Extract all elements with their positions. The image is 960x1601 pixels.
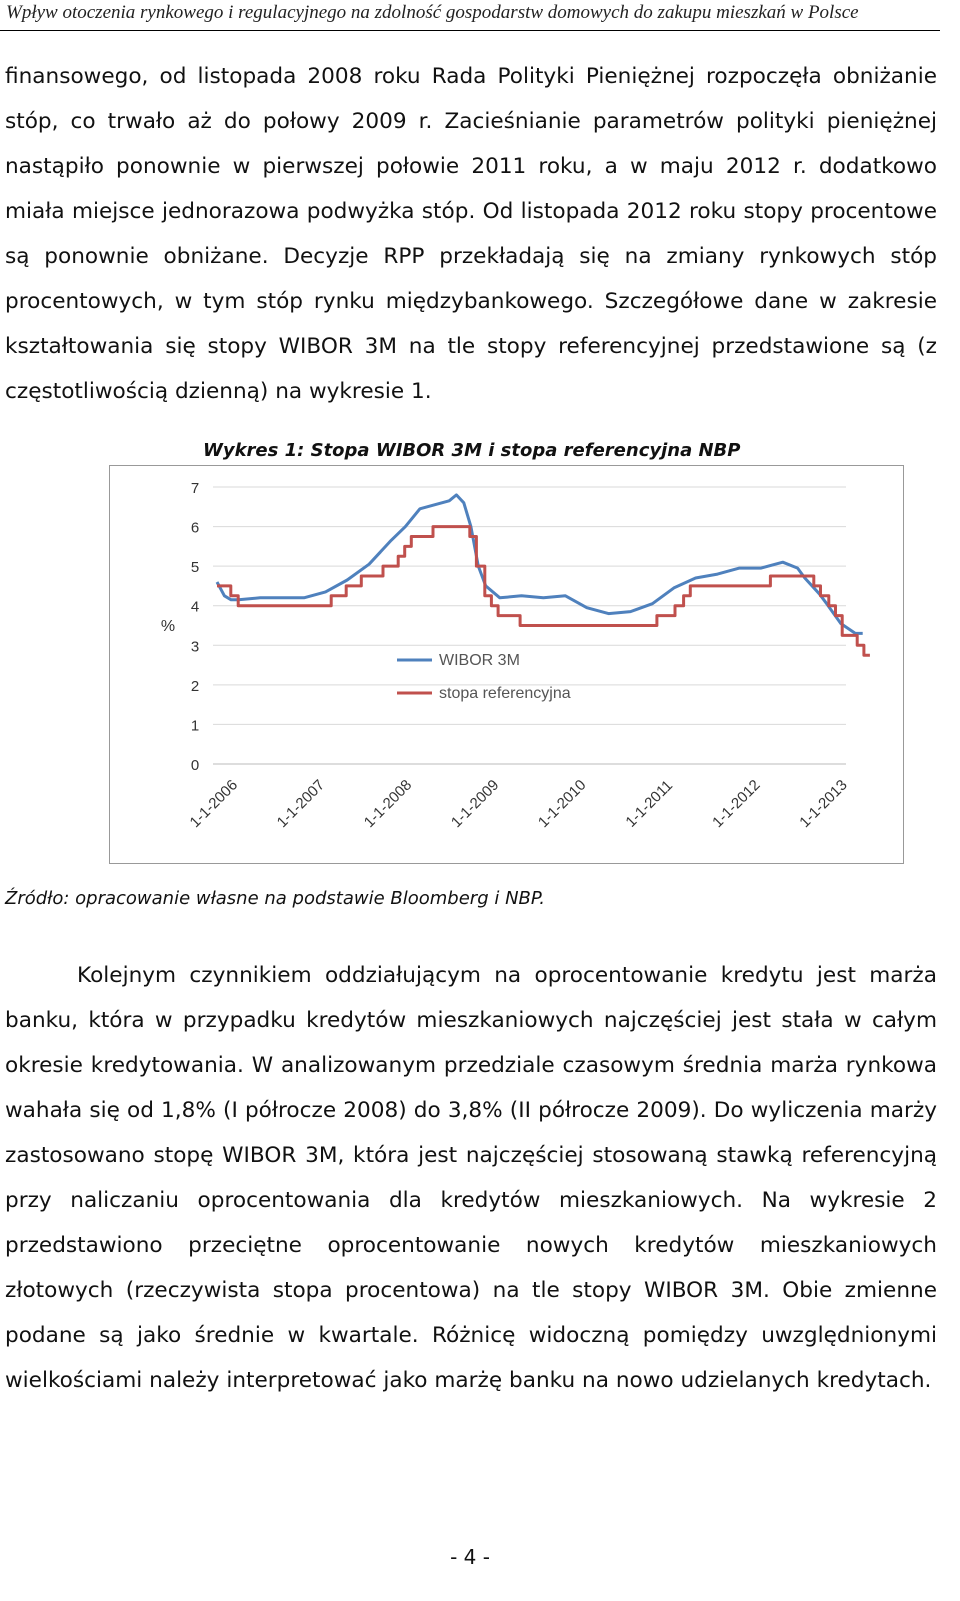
running-header: Wpływ otoczenia rynkowego i regulacyjnego na zdolność gospodarstw domowych do zakupu mieszkań w Polsce (6, 2, 859, 23)
x-tick-label-1-1-2007: 1-1-2007 (273, 776, 329, 832)
x-tick-label-1-1-2009: 1-1-2009 (447, 776, 503, 832)
y-tick-label-7: 7 (190, 480, 200, 497)
y-axis-label: % (160, 618, 176, 635)
x-tick-label-1-1-2011: 1-1-2011 (622, 776, 677, 831)
x-tick-label-1-1-2010: 1-1-2010 (534, 776, 590, 832)
chart-title: Wykres 1: Stopa WIBOR 3M i stopa referencyjna NBP (203, 440, 741, 461)
y-tick-label-6: 6 (190, 519, 200, 537)
header-rule (0, 30, 940, 31)
page-number: - 4 - (450, 1545, 490, 1569)
x-tick-label-1-1-2008: 1-1-2008 (360, 776, 416, 832)
y-tick-label-3: 3 (190, 638, 200, 656)
series-line-stopa-referencyjna (217, 527, 870, 656)
y-tick-label-1: 1 (190, 717, 200, 735)
series-line-wibor-3m (217, 495, 863, 634)
x-tick-label-1-1-2013: 1-1-2013 (796, 776, 851, 832)
chart-wibor-reference (109, 465, 904, 864)
legend-label-wibor-3m: WIBOR 3M (439, 652, 520, 669)
y-tick-label-0: 0 (190, 757, 200, 774)
y-tick-label-2: 2 (190, 677, 200, 695)
figure-source: Źródło: opracowanie własne na podstawie Bloomberg i NBP. (5, 888, 545, 909)
legend-label-stopa-referencyjna: stopa referencyjna (439, 685, 571, 702)
y-tick-label-5: 5 (190, 559, 200, 577)
y-tick-label-4: 4 (190, 598, 200, 616)
paragraph-2: Kolejnym czynnikiem oddziałującym na oprocentowanie kredytu jest marża banku, która w przypadku kredytów mieszkaniowych najczęściej jest stała w całym okresie kredytowania. W analizowanym przedziale czasowym średnia marża rynkowa wahała się od 1,8% (I półrocze 2008) do 3,8% (II półrocze 2009). Do wyliczenia marży zastosowano stopę WIBOR 3M, która jest najczęściej stosowaną stawką referencyjną przy naliczaniu oprocentowania dla kredytów mieszkaniowych. Na wykresie 2 przedstawiono przeciętne oprocentowanie nowych kredytów mieszkaniowych złotowych (rzeczywista stopa procentowa) na tle stopy WIBOR 3M. Obie zmienne podane są jako średnie w kwartale. Różnicę widoczną pomiędzy uwzględnionymi wielkościami należy interpretować jako marżę banku na nowo udzielanych kredytach. (5, 963, 937, 1393)
x-tick-label-1-1-2012: 1-1-2012 (709, 776, 764, 832)
x-tick-label-1-1-2006: 1-1-2006 (186, 776, 242, 832)
paragraph-1: finansowego, od listopada 2008 roku Rada Polityki Pieniężnej rozpoczęła obniżanie stóp, co trwało aż do połowy 2009 r. Zacieśnianie parametrów polityki pieniężnej nastąpiło ponownie w pierwszej połowie 2011 roku, a w maju 2012 r. dodatkowo miała miejsce jednorazowa podwyżka stóp. Od listopada 2012 roku stopy procentowe są ponownie obniżane. Decyzje RPP przekładają się na zmiany rynkowych stóp procentowych, w tym stóp rynku międzybankowego. Szczegółowe dane w zakresie kształtowania się stopy WIBOR 3M na tle stopy referencyjnej przedstawione są (z częstotliwością dzienną) na wykresie 1. (5, 64, 937, 404)
